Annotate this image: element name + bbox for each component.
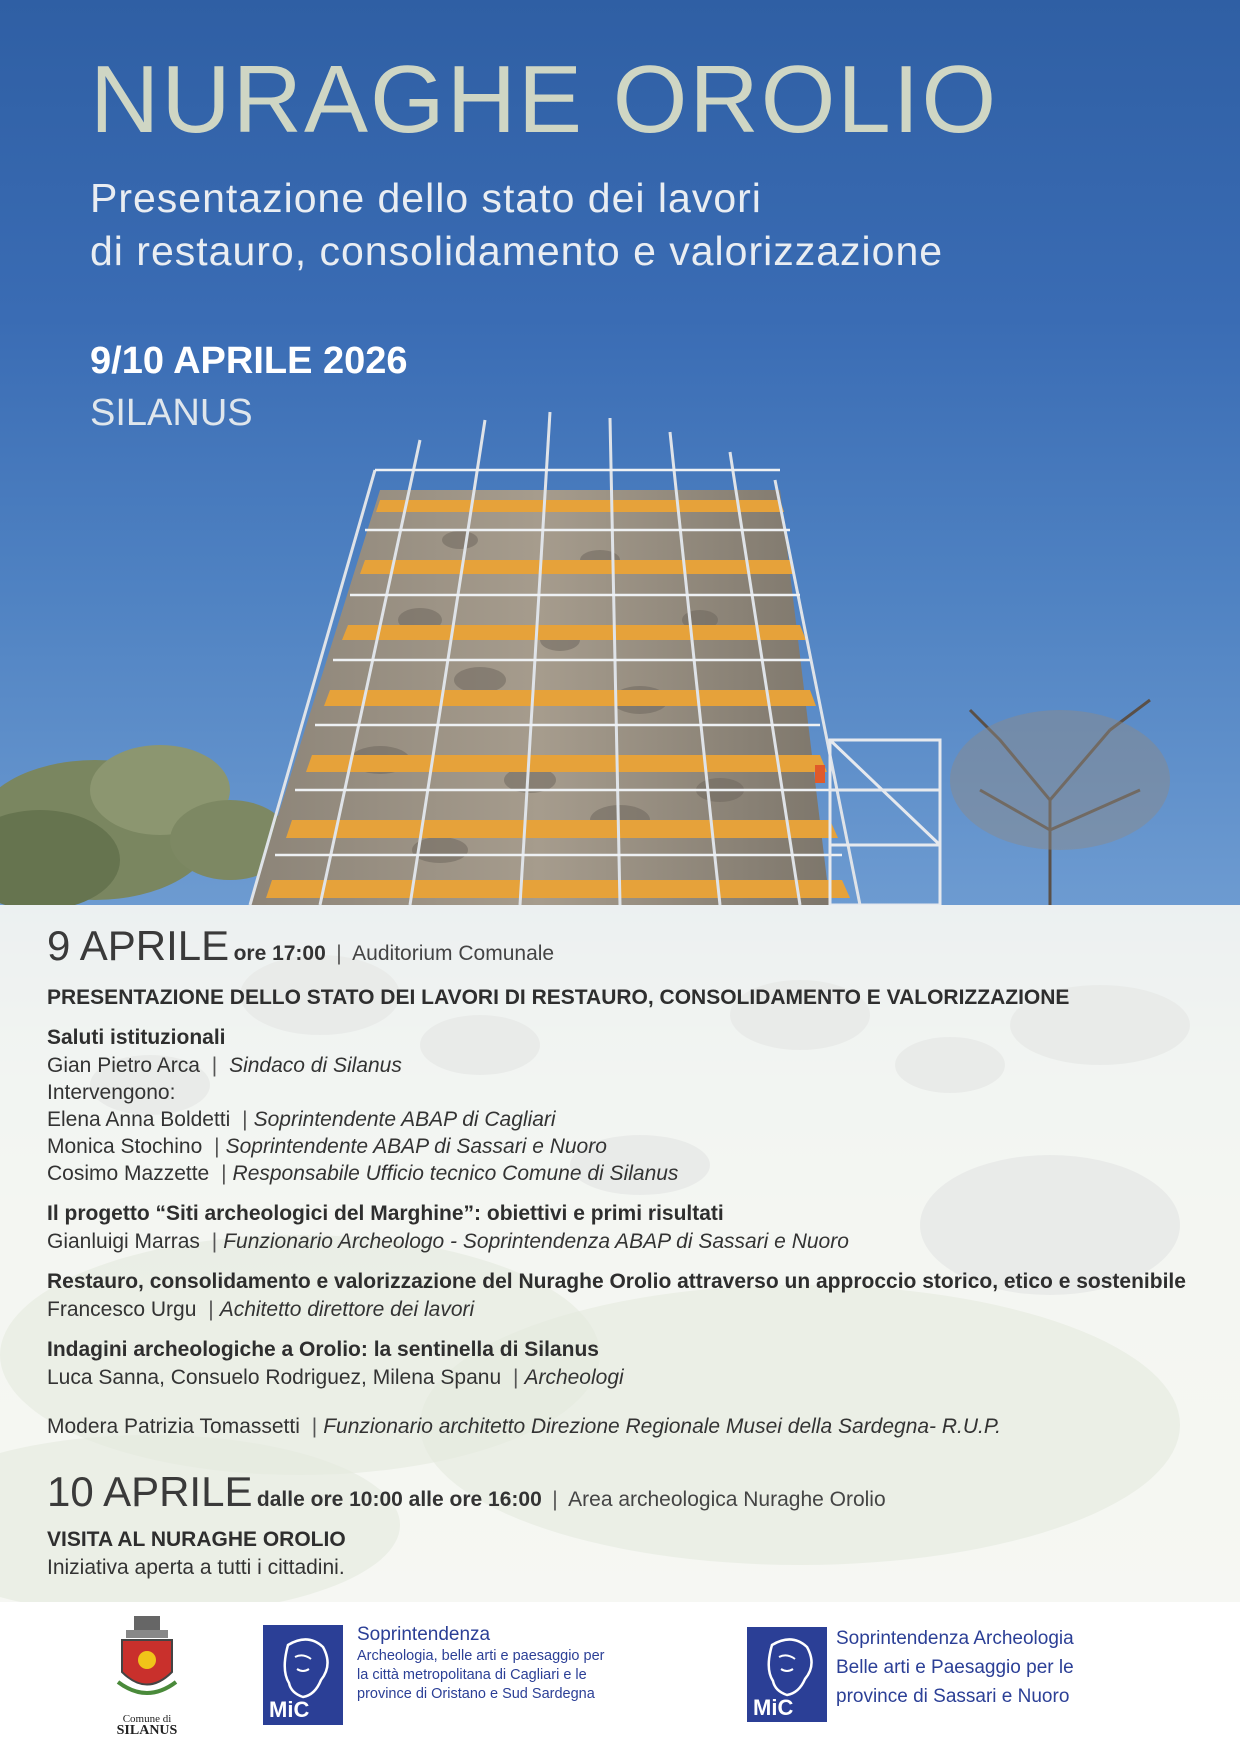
logo2-text: [836, 1624, 1074, 1711]
talk-speaker: Luca Sanna, Consuelo Rodriguez, Milena Spanu: [47, 1366, 502, 1389]
speaker-row: Elena Anna Boldetti | Soprintendente ABAP di Cagliari: [47, 1108, 556, 1131]
comune-silanus-crest: [112, 1612, 182, 1707]
talk-role: Archeologi: [524, 1366, 624, 1389]
day2-location: Area archeologica Nuraghe Orolio: [568, 1488, 886, 1511]
day1-date: 9 APRILE: [47, 922, 230, 969]
speaker-row: Cosimo Mazzette | Responsabile Ufficio tecnico Comune di Silanus: [47, 1162, 679, 1185]
day2-heading: VISITA AL NURAGHE OROLIO: [47, 1528, 346, 1551]
subtitle-line-1: Presentazione dello stato dei lavori: [90, 175, 762, 221]
day1-header: [47, 922, 1217, 980]
mic-label: MiC: [269, 1697, 310, 1722]
event-date: 9/10 APRILE 2026: [90, 340, 408, 382]
event-place: SILANUS: [90, 392, 253, 434]
logo1-text: [357, 1623, 604, 1704]
greetings-block: [47, 1024, 1217, 1187]
program: [47, 922, 1217, 1581]
talk-item: [47, 1268, 1217, 1323]
day1-time: ore 17:00: [233, 942, 326, 965]
speaker-role: Soprintendente ABAP di Sassari e Nuoro: [225, 1135, 607, 1158]
mic-logo-cagliari: [263, 1625, 343, 1725]
subtitle-line-2: di restauro, consolidamento e valorizzazione: [90, 228, 944, 274]
speaker-row: Monica Stochino | Soprintendente ABAP di Sassari e Nuoro: [47, 1135, 607, 1158]
greetings-title: Saluti istituzionali: [47, 1026, 226, 1049]
talk-title: Indagini archeologiche a Orolio: la sentinella di Silanus: [47, 1338, 599, 1361]
speakers-intro: Intervengono:: [47, 1081, 176, 1104]
page-title: NURAGHE OROLIO: [90, 46, 999, 153]
logo2-line: Soprintendenza Archeologia: [836, 1628, 1074, 1649]
talk-item: [47, 1200, 1217, 1255]
day2-separator: |: [552, 1488, 558, 1511]
mic-label: MiC: [753, 1695, 794, 1720]
day2-header: [47, 1468, 1217, 1526]
mic-logo-sassari: [747, 1627, 827, 1722]
day1-heading: PRESENTAZIONE DELLO STATO DEI LAVORI DI RESTAURO, CONSOLIDAMENTO E VALORIZZAZIONE: [47, 986, 1070, 1009]
comune-label-line1: Comune di: [122, 1713, 172, 1725]
moderator-name: Modera Patrizia Tomassetti: [47, 1415, 300, 1438]
talk-speaker: Gianluigi Marras: [47, 1230, 200, 1253]
day1-location: Auditorium Comunale: [352, 942, 555, 965]
talk-speaker-row: Luca Sanna, Consuelo Rodriguez, Milena Spanu | Archeologi: [47, 1366, 624, 1389]
day2-note: Iniziativa aperta a tutti i cittadini.: [47, 1556, 345, 1579]
talk-item: [47, 1336, 1217, 1391]
speaker-name: Cosimo Mazzette: [47, 1162, 210, 1185]
logo2-line: Belle arti e Paesaggio per le: [836, 1657, 1074, 1678]
day1-separator: |: [336, 942, 342, 965]
speaker-name: Monica Stochino: [47, 1135, 203, 1158]
talk-speaker-row: Gianluigi Marras | Funzionario Archeologo - Soprintendenza ABAP di Sassari e Nuoro: [47, 1230, 849, 1253]
greetings-row: Gian Pietro Arca | Sindaco di Silanus: [47, 1054, 402, 1077]
comune-label: [112, 1713, 182, 1737]
speaker-name: Elena Anna Boldetti: [47, 1108, 231, 1131]
talk-role: Achitetto direttore dei lavori: [219, 1298, 475, 1321]
logo1-line: la città metropolitana di Cagliari e le: [357, 1667, 587, 1683]
day2-date: 10 APRILE: [47, 1468, 253, 1515]
logo1-line: Archeologia, belle arti e paesaggio per: [357, 1648, 605, 1664]
comune-label-line2: SILANUS: [116, 1723, 178, 1738]
speaker-role: Soprintendente ABAP di Cagliari: [253, 1108, 556, 1131]
page-subtitle: [90, 172, 943, 278]
talk-title: Il progetto “Siti archeologici del Marghine”: obiettivi e primi risultati: [47, 1202, 724, 1225]
logo1-title: Soprintendenza: [357, 1624, 491, 1645]
speaker-role: Responsabile Ufficio tecnico Comune di Silanus: [232, 1162, 679, 1185]
greetings-name: Gian Pietro Arca: [47, 1054, 200, 1077]
talk-speaker-row: Francesco Urgu | Achitetto direttore dei lavori: [47, 1298, 475, 1321]
day2-time: dalle ore 10:00 alle ore 16:00: [256, 1488, 542, 1511]
logo2-line: province di Sassari e Nuoro: [836, 1686, 1070, 1707]
moderator-role: Funzionario architetto Direzione Regionale Musei della Sardegna- R.U.P.: [323, 1415, 1002, 1438]
greetings-role: Sindaco di Silanus: [229, 1054, 402, 1077]
bare-tree-right: [950, 700, 1170, 905]
talk-speaker: Francesco Urgu: [47, 1298, 197, 1321]
olive-tree-left: [0, 745, 290, 905]
talk-role: Funzionario Archeologo - Soprintendenza ABAP di Sassari e Nuoro: [223, 1230, 849, 1253]
moderator-row: Modera Patrizia Tomassetti | Funzionario architetto Direzione Regionale Musei della Sardegna- R.U.P.: [47, 1415, 1002, 1438]
logo1-line: province di Oristano e Sud Sardegna: [357, 1686, 595, 1702]
talk-title: Restauro, consolidamento e valorizzazione del Nuraghe Orolio attraverso un approccio storico, etico e sostenibile: [47, 1270, 1186, 1293]
